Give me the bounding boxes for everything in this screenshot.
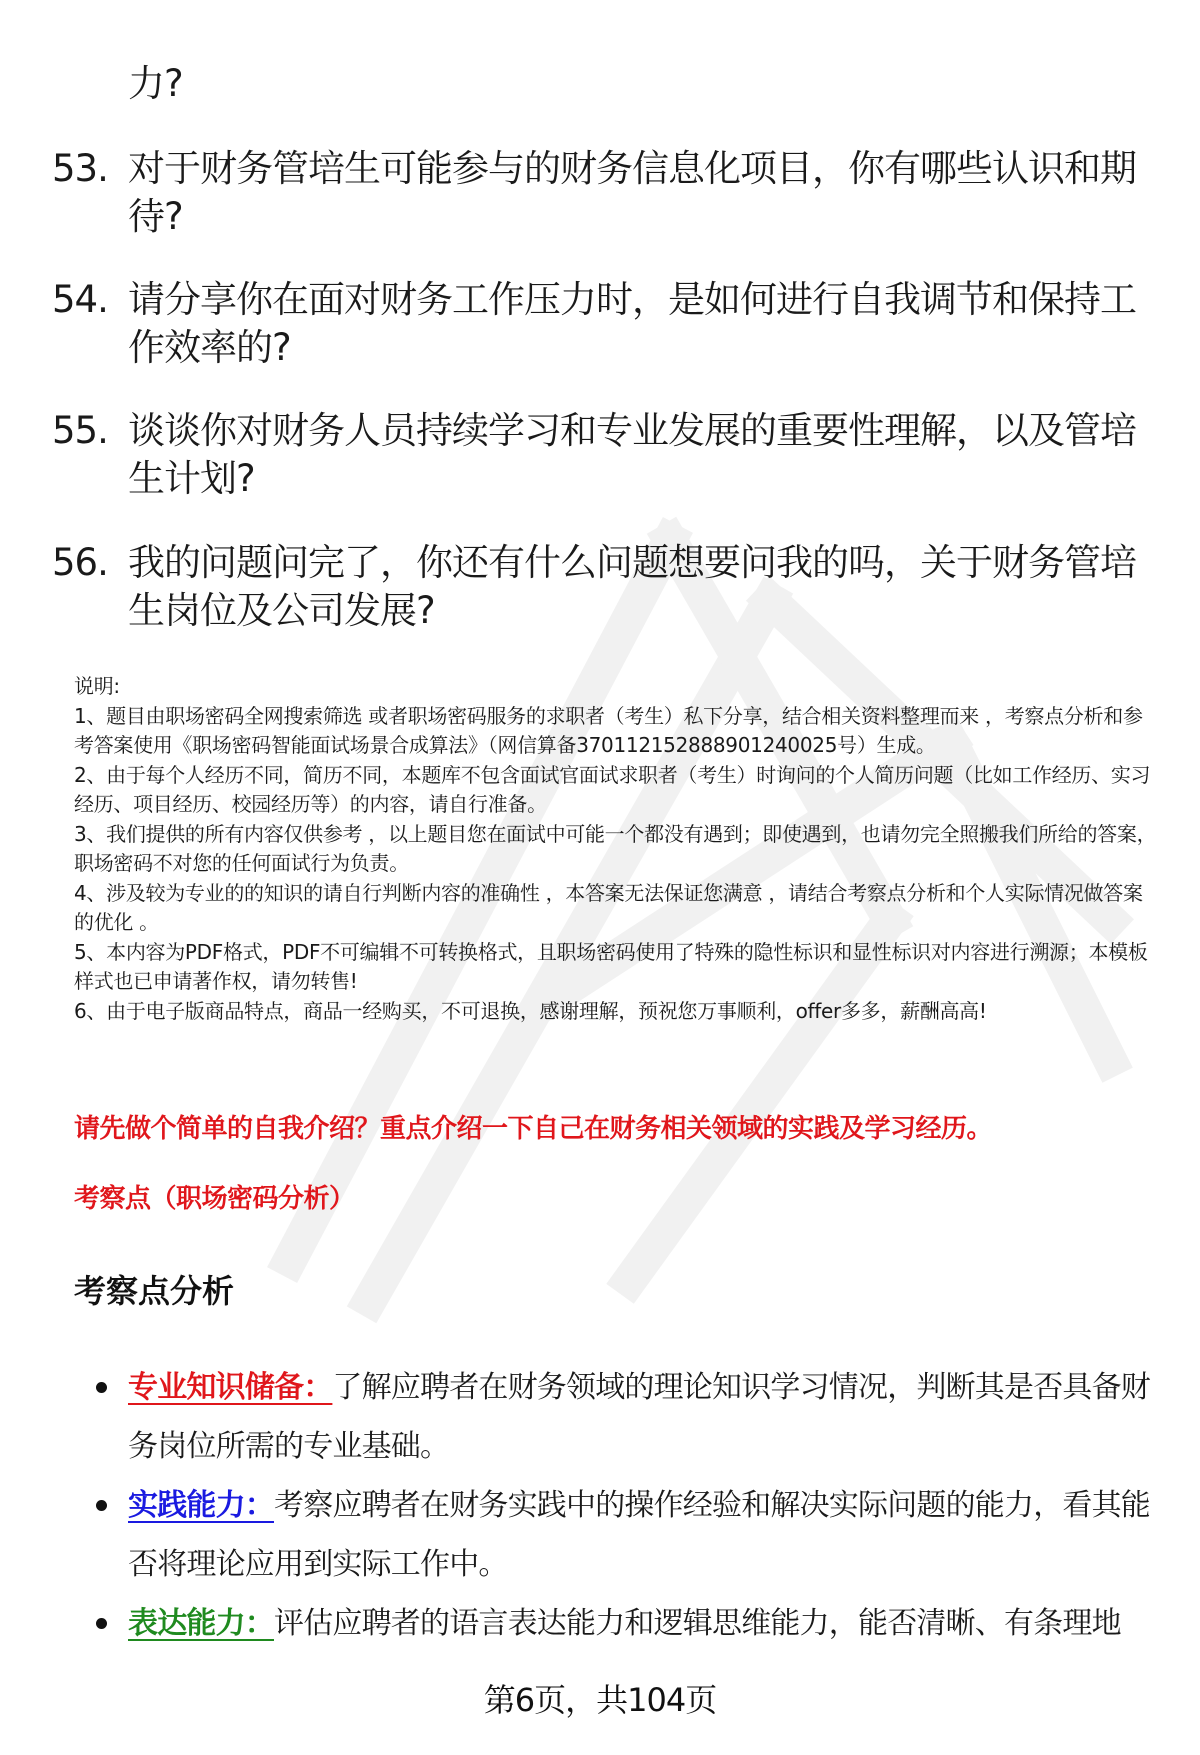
analysis-source-label: 考察点（职场密码分析） [74, 1184, 355, 1214]
question-item [52, 276, 1152, 372]
note-item: 4、涉及较为专业的的知识的请自行判断内容的准确性 ，本答案无法保证您满意 ，请结合考察点分析和个人实际情况做答案的优化 。 [74, 880, 1143, 934]
analysis-point-text: 评估应聘者的语言表达能力和逻辑思维能力，能否清晰、有条理地 [274, 1606, 1121, 1641]
note-item: 2、由于每个人经历不同，简历不同，本题库不包含面试官面试求职者（考生）时询问的个人简历问题（比如工作经历、实习经历、项目经历、校园经历等）的内容，请自行准备。 [74, 762, 1151, 816]
analysis-point [96, 1476, 1156, 1594]
featured-question-heading: 请先做个简单的自我介绍？重点介绍一下自己在财务相关领域的实践及学习经历。 [74, 1114, 993, 1144]
notes-title: 说明: [74, 674, 120, 698]
analysis-point-text: 了解应聘者在财务领域的理论知识学习情况，判断其是否具备财务岗位所需的专业基础。 [128, 1370, 1151, 1464]
analysis-point [96, 1358, 1156, 1476]
bullet-icon [96, 1618, 107, 1629]
note-item: 5、本内容为PDF格式，PDF不可编辑不可转换格式，且职场密码使用了特殊的隐性标识和显性标识对内容进行溯源；本模板样式也已申请著作权，请勿转售! [74, 939, 1148, 993]
question-number: 55. [52, 409, 108, 452]
question-continuation: 力? [128, 62, 183, 105]
note-item: 3、我们提供的所有内容仅供参考 ，以上题目您在面试中可能一个都没有遇到；即使遇到，也请勿完全照搬我们所给的答案，职场密码不对您的任何面试行为负责。 [74, 821, 1157, 875]
question-number: 56. [52, 541, 108, 584]
analysis-point [96, 1594, 1156, 1653]
disclaimer-notes [74, 672, 1159, 1026]
analysis-points-list [96, 1358, 1156, 1653]
analysis-section-title: 考察点分析 [74, 1272, 235, 1310]
analysis-point-text: 考察应聘者在财务实践中的操作经验和解决实际问题的能力，看其能否将理论应用到实际工作中。 [128, 1488, 1150, 1582]
question-item [52, 407, 1152, 503]
analysis-point-label: 表达能力： [128, 1606, 274, 1641]
page-number-footer: 第6页，共104页 [483, 1681, 717, 1719]
bullet-icon [96, 1500, 107, 1511]
question-text: 我的问题问完了，你还有什么问题想要问我的吗，关于财务管培生岗位及公司发展? [128, 541, 1136, 632]
question-item [52, 145, 1152, 241]
analysis-point-label: 实践能力： [128, 1488, 274, 1523]
note-item: 1、题目由职场密码全网搜索筛选 或者职场密码服务的求职者（考生）私下分享，结合相关资料整理而来 ，考察点分析和参考答案使用《职场密码智能面试场景合成算法》（网信算备370112152888901240025号）生成。 [74, 703, 1143, 757]
question-number: 54. [52, 278, 108, 321]
question-number: 53. [52, 147, 108, 190]
note-item: 6、由于电子版商品特点，商品一经购买，不可退换，感谢理解，预祝您万事顺利，offer多多，薪酬高高! [74, 998, 987, 1023]
question-text: 谈谈你对财务人员持续学习和专业发展的重要性理解，以及管培生计划? [128, 409, 1136, 500]
question-item [52, 539, 1152, 635]
analysis-point-label: 专业知识储备： [128, 1370, 333, 1405]
bullet-icon [96, 1382, 107, 1393]
question-text: 请分享你在面对财务工作压力时，是如何进行自我调节和保持工作效率的? [128, 278, 1136, 369]
question-text: 对于财务管培生可能参与的财务信息化项目，你有哪些认识和期待? [128, 147, 1136, 238]
